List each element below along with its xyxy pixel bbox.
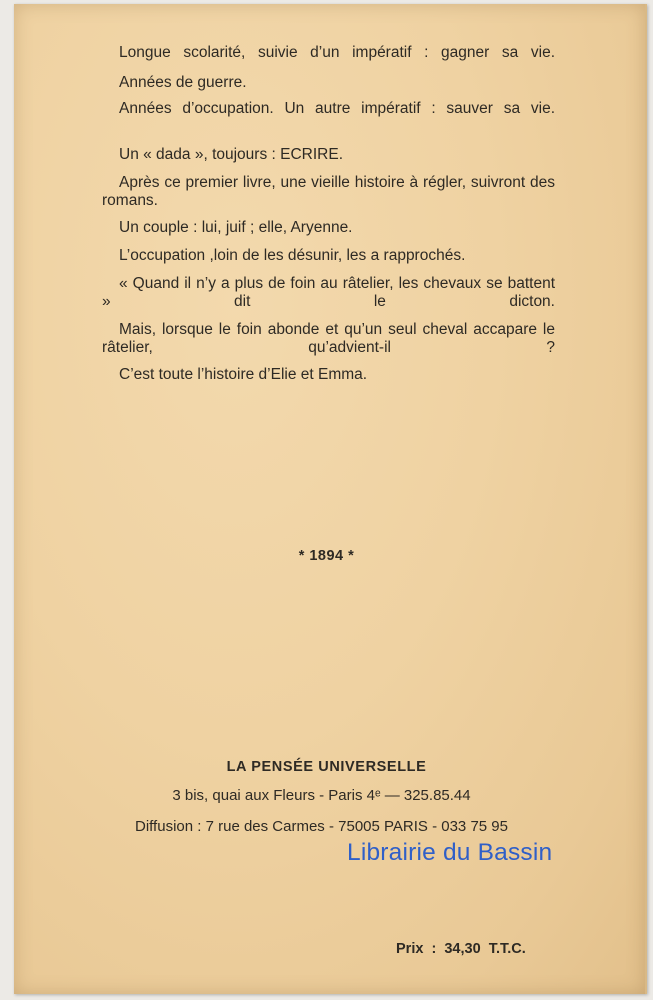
- blurb-paragraph: Un « dada », toujours : ECRIRE.: [119, 146, 344, 163]
- blurb-paragraph: Mais, lorsque le foin abonde et qu’un seul cheval accapare le râtelier, qu’advient-il ?: [102, 321, 555, 356]
- bookseller-watermark: Librairie du Bassin: [347, 839, 553, 866]
- publisher-address: 3 bis, quai aux Fleurs - Paris 4ᵉ — 325.85.44: [172, 787, 471, 804]
- blurb-paragraph: « Quand il n’y a plus de foin au râtelier, les chevaux se battent » dit le dicton.: [102, 275, 555, 310]
- blurb-paragraph: Longue scolarité, suivie d’un impératif : gagner sa vie.: [119, 44, 555, 61]
- blurb-paragraph: C’est toute l’histoire d’Elie et Emma.: [119, 366, 368, 383]
- blurb-paragraph: Années d’occupation. Un autre impératif : sauver sa vie.: [119, 100, 555, 117]
- blurb-paragraph: Années de guerre.: [119, 74, 247, 91]
- blurb-paragraph: Après ce premier livre, une vieille histoire à régler, suivront des romans.: [102, 174, 555, 209]
- catalog-number: * 1894 *: [298, 548, 355, 564]
- blurb-paragraph: L’occupation ,loin de les désunir, les a rapprochés.: [119, 247, 466, 264]
- price-label: Prix : 34,30 T.T.C.: [396, 941, 526, 957]
- blurb-paragraph: Un couple : lui, juif ; elle, Aryenne.: [119, 219, 353, 236]
- publisher-name: LA PENSÉE UNIVERSELLE: [226, 759, 427, 775]
- publisher-diffusion: Diffusion : 7 rue des Carmes - 75005 PARIS - 033 75 95: [135, 818, 508, 835]
